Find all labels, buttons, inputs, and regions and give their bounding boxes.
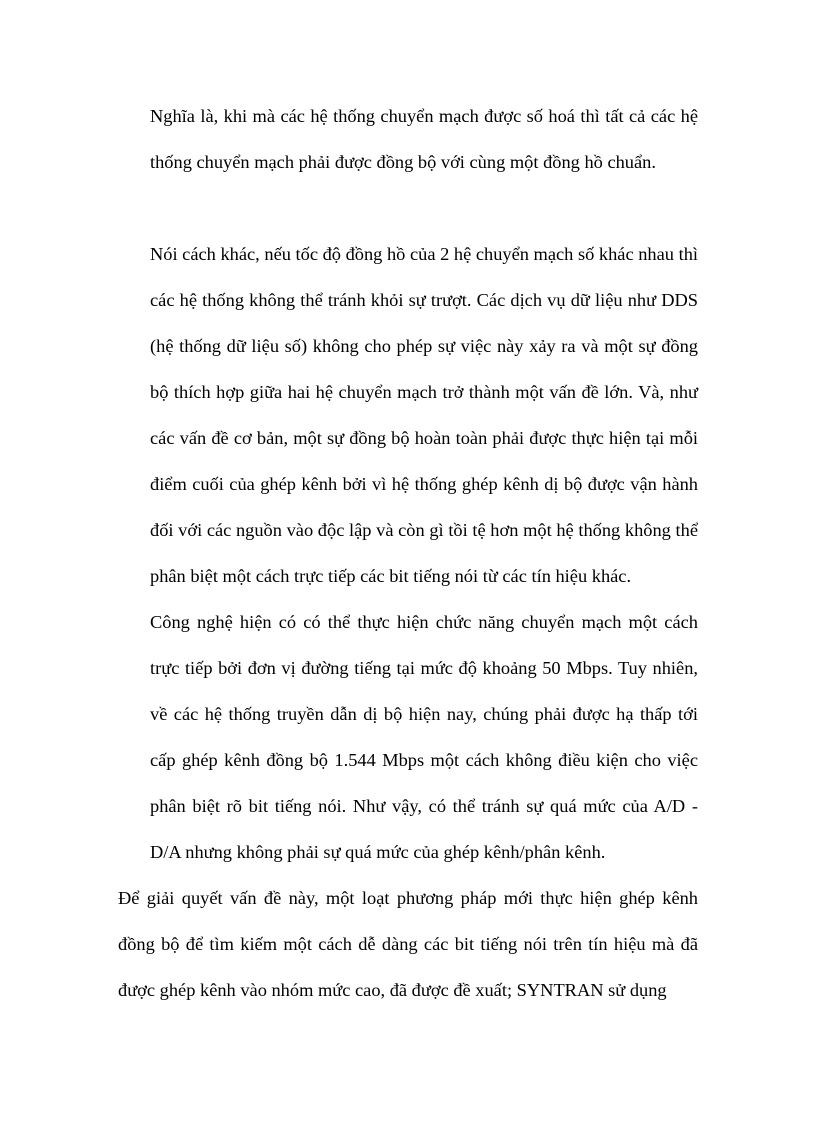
paragraph-3: Công nghệ hiện có có thể thực hiện chức năng chuyển mạch một cách trực tiếp bởi đơn vị đường tiếng tại mức độ khoảng 50 Mbps. Tuy nhiên, về các hệ thống truyền dẫn dị bộ hiện nay, chúng phải được hạ thấp tới cấp ghép kênh đồng bộ 1.544 Mbps một cách không điều kiện cho việc phân biệt rõ bit tiếng nói. Như vậy, có thể tránh sự quá mức của A/D - D/A nhưng không phải sự quá mức của ghép kênh/phân kênh.: [150, 612, 698, 862]
paragraph-1: Nghĩa là, khi mà các hệ thống chuyển mạch được số hoá thì tất cả các hệ thống chuyển mạch phải được đồng bộ với cùng một đồng hồ chuẩn.: [150, 106, 698, 172]
paragraph-2: Nói cách khác, nếu tốc độ đồng hồ của 2 hệ chuyển mạch số khác nhau thì các hệ thống không thể tránh khỏi sự trượt. Các dịch vụ dữ liệu như DDS (hệ thống dữ liệu số) không cho phép sự việc này xảy ra và một sự đồng bộ thích hợp giữa hai hệ chuyển mạch trở thành một vấn đề lớn. Và, như các vấn đề cơ bản, một sự đồng bộ hoàn toàn phải được thực hiện tại mỗi điểm cuối của ghép kênh bởi vì hệ thống ghép kênh dị bộ được vận hành đối với các nguồn vào độc lập và còn gì tồi tệ hơn một hệ thống không thể phân biệt một cách trực tiếp các bit tiếng nói từ các tín hiệu khác.: [150, 244, 698, 586]
paragraph-4: Để giải quyết vấn đề này, một loạt phương pháp mới thực hiện ghép kênh đồng bộ để tìm kiếm một cách dễ dàng các bit tiếng nói trên tín hiệu mà đã được ghép kênh vào nhóm mức cao, đã được đề xuất; SYNTRAN sử dụng: [118, 888, 698, 1000]
